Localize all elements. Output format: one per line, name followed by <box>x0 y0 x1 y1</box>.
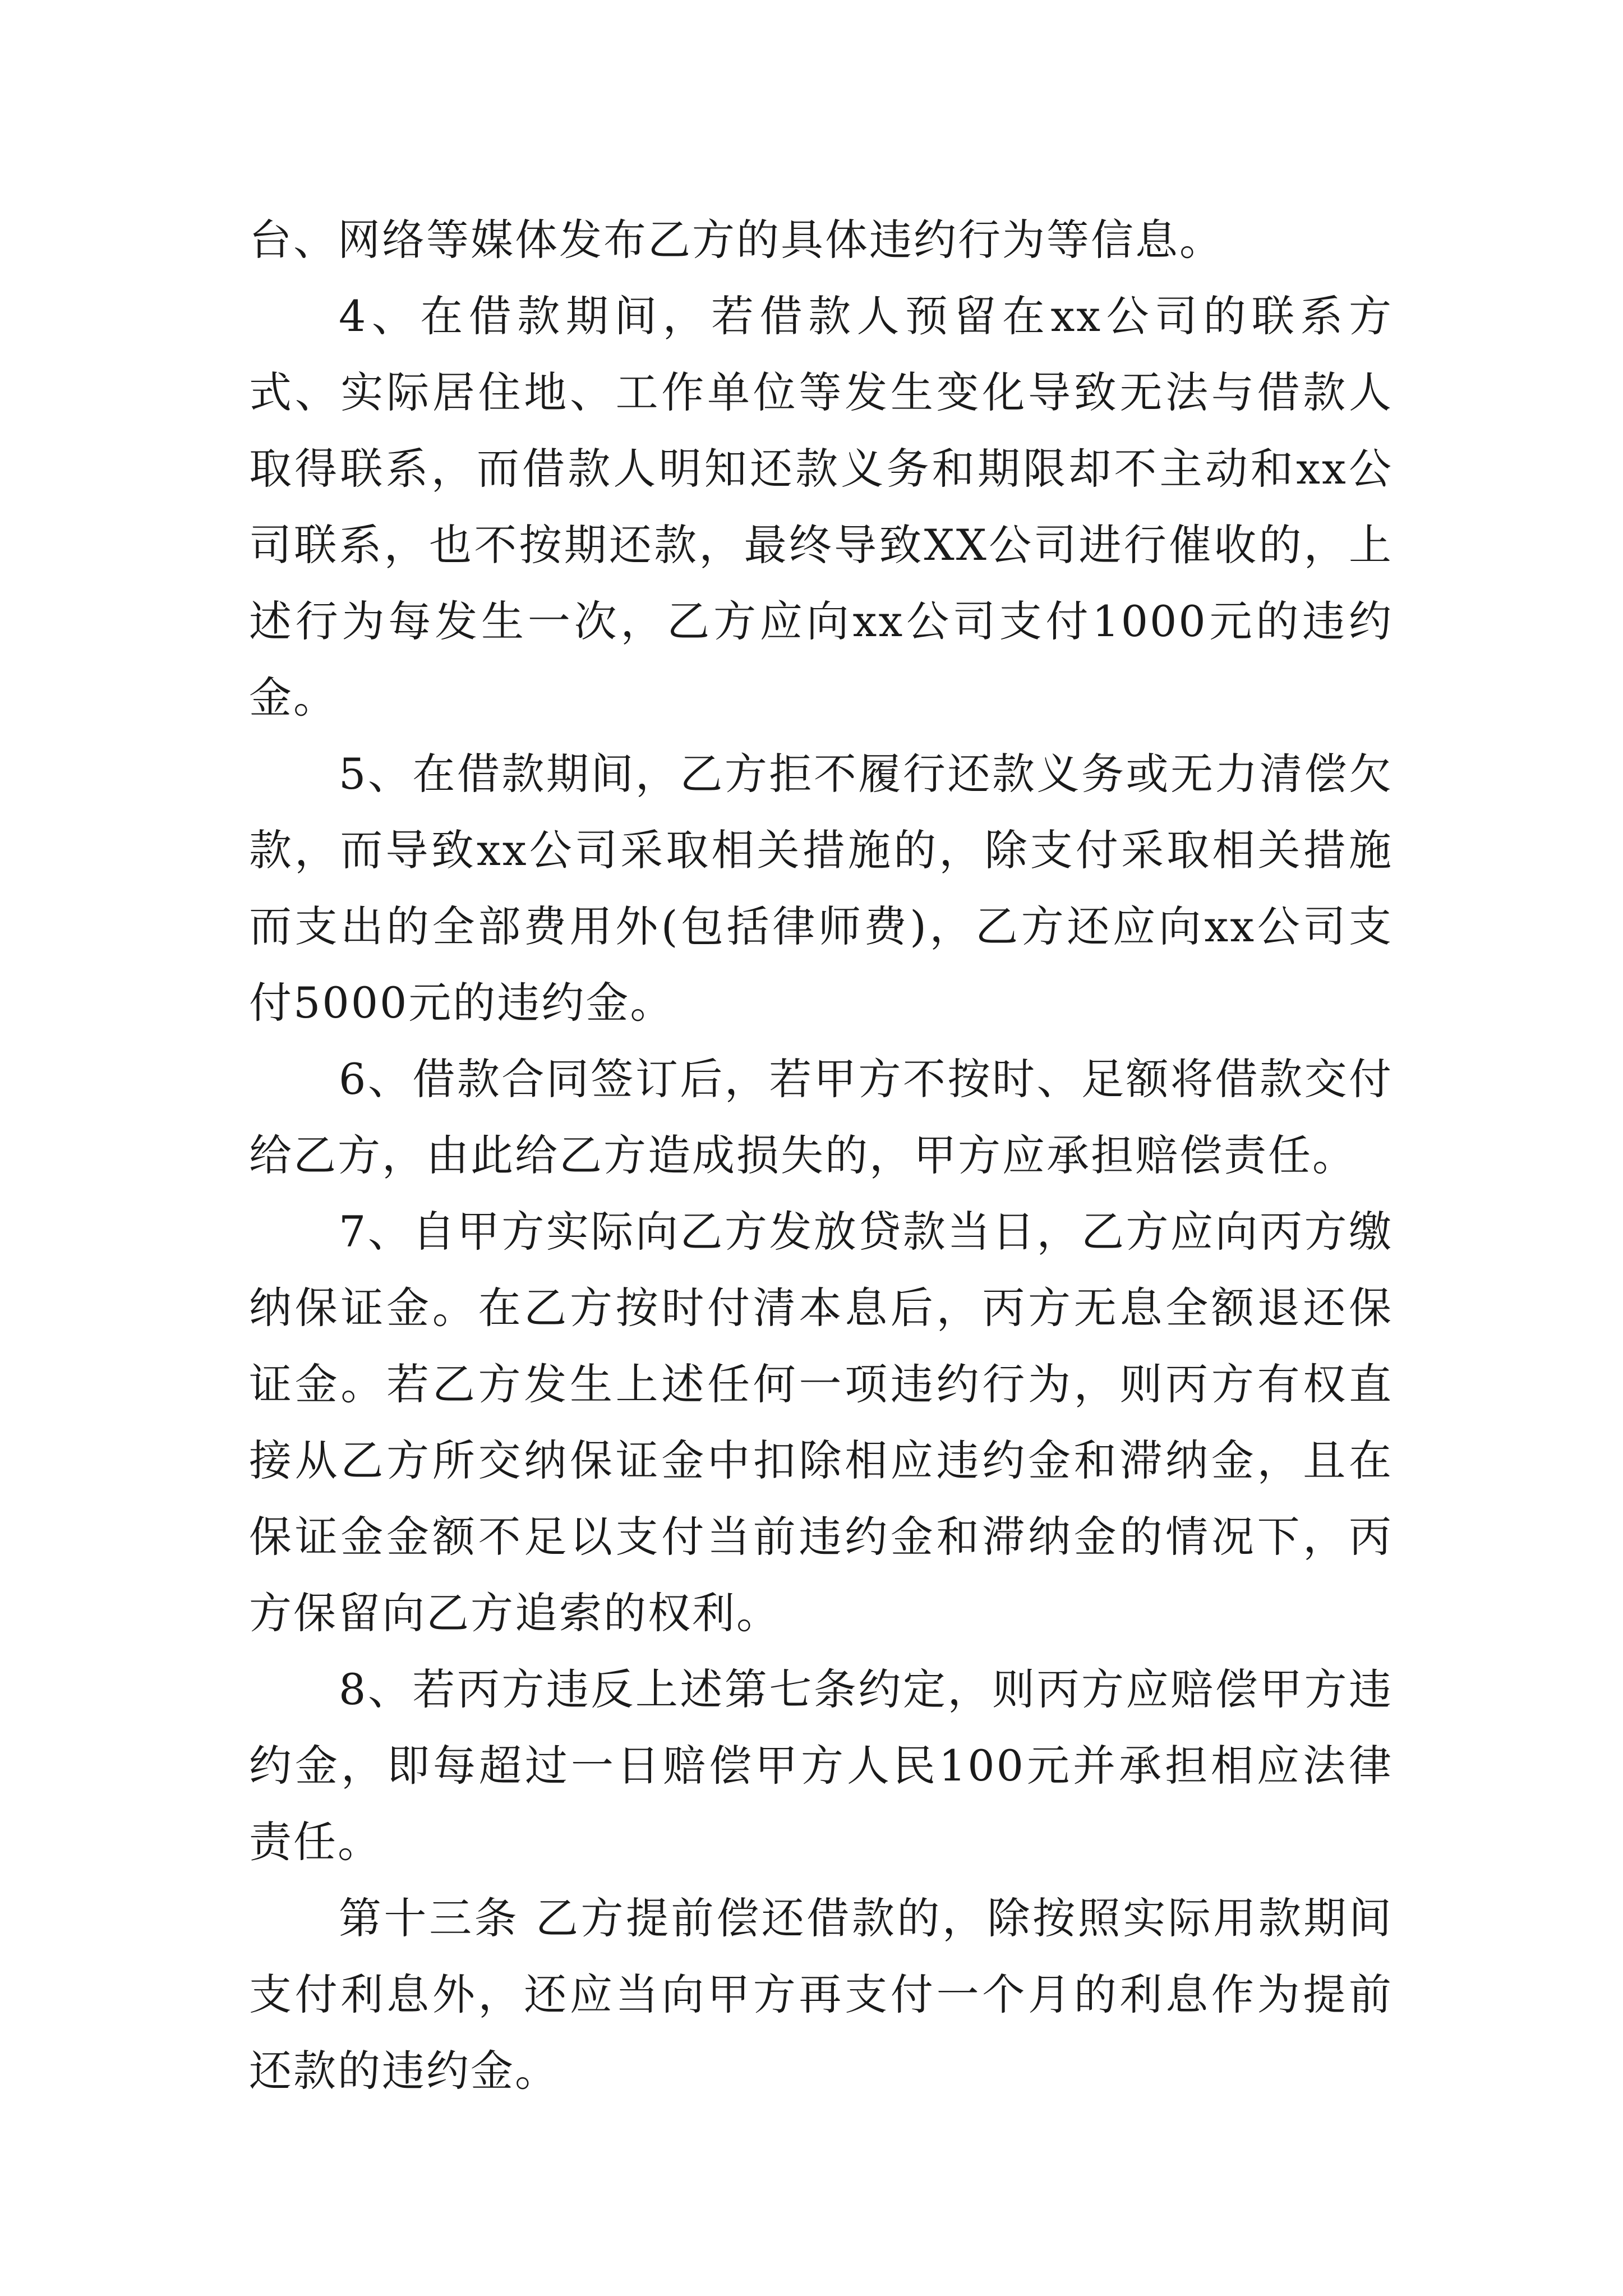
paragraph-clause-6: 6、借款合同签订后，若甲方不按时、足额将借款交付给乙方，由此给乙方造成损失的，甲方应承担赔偿责任。 <box>249 1054 1393 1180</box>
paragraph-clause-8: 8、若丙方违反上述第七条约定，则丙方应赔偿甲方违约金，即每超过一日赔偿甲方人民100元并承担相应法律责任。 <box>249 1664 1393 1867</box>
paragraph-article-13: 第十三条 乙方提前偿还借款的，除按照实际用款期间支付利息外，还应当向甲方再支付一个月的利息作为提前还款的违约金。 <box>249 1893 1393 2096</box>
paragraph-clause-5: 5、在借款期间，乙方拒不履行还款义务或无力清偿欠款，而导致xx公司采取相关措施的，除支付采取相关措施而支出的全部费用外(包括律师费)，乙方还应向xx公司支付5000元的违约金。 <box>249 749 1393 1028</box>
paragraph-continuation: 台、网络等媒体发布乙方的具体违约行为等信息。 <box>249 215 1224 265</box>
paragraph-clause-4: 4、在借款期间，若借款人预留在xx公司的联系方式、实际居住地、工作单位等发生变化导致无法与借款人取得联系，而借款人明知还款义务和期限却不主动和xx公司联系，也不按期还款，最终导致XX公司进行催收的，上述行为每发生一次，乙方应向xx公司支付1000元的违约金。 <box>249 291 1393 723</box>
paragraph-clause-7: 7、自甲方实际向乙方发放贷款当日，乙方应向丙方缴纳保证金。在乙方按时付清本息后，丙方无息全额退还保证金。若乙方发生上述任何一项违约行为，则丙方有权直接从乙方所交纳保证金中扣除相应违约金和滞纳金，且在保证金金额不足以支付当前违约金和滞纳金的情况下，丙方保留向乙方追索的权利。 <box>249 1207 1393 1638</box>
document-body <box>249 202 1393 2109</box>
